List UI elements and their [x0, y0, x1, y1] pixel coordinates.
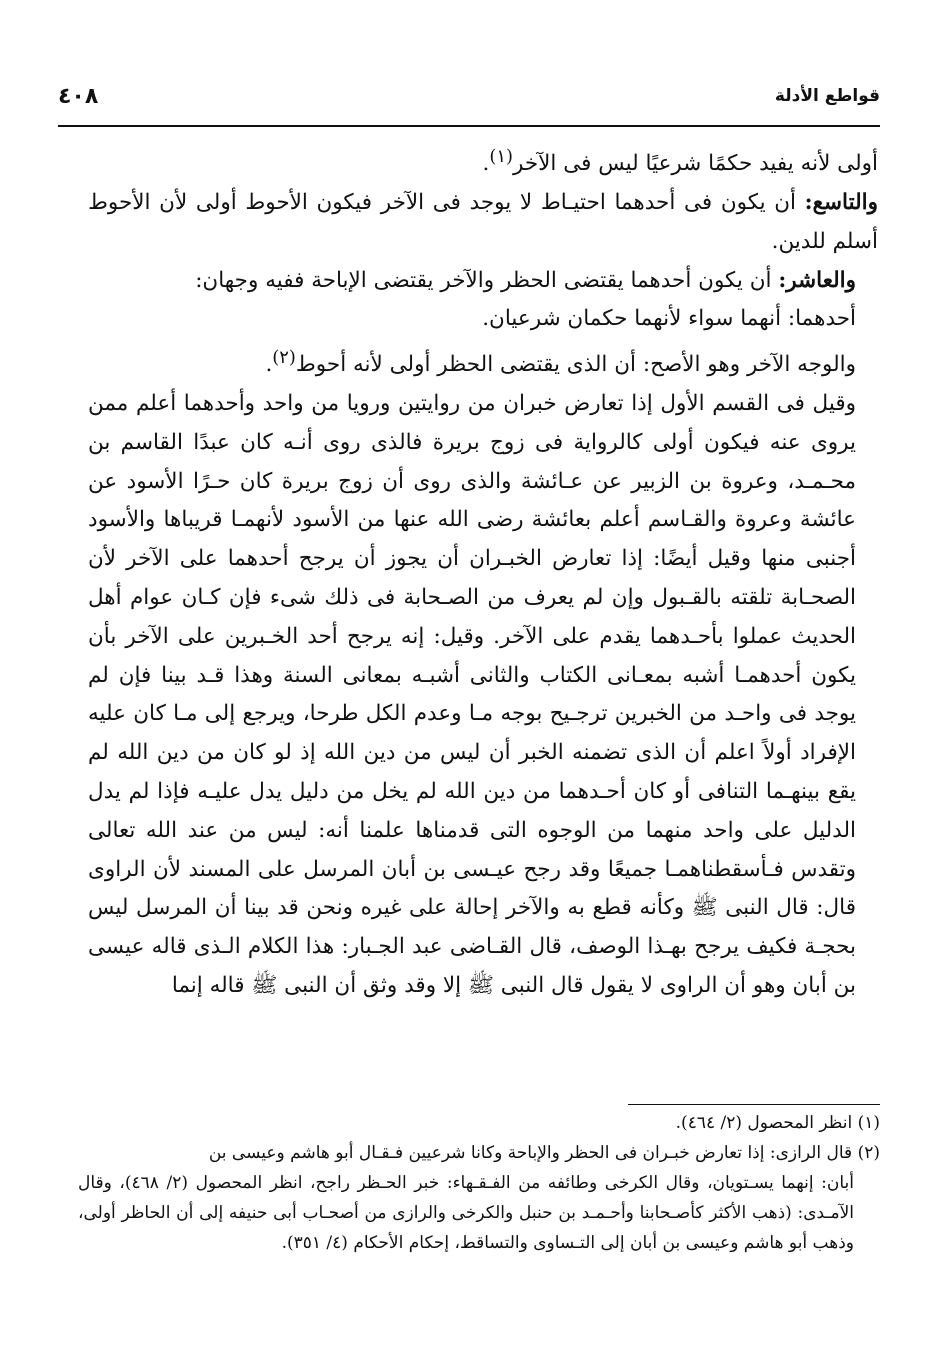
second-view-text: والوجه الآخر وهو الأصح: أن الذى يقتضى الحظر أولى لأنه أحوط: [295, 352, 856, 378]
running-header: [58, 86, 880, 120]
paragraph-first-view: أحدهما: أنهما سواء لأنهما حكمان شرعيان.: [482, 306, 856, 332]
header-divider: [58, 125, 880, 127]
footnote-ref-2: (٢): [272, 347, 296, 369]
page-number: ٤٠٨: [58, 84, 99, 109]
paragraph-main-discussion: وقيل فى القسم الأول إذا تعارض خبران من روايتين ورويا من واحد وأحدهما أعلم ممن يروى عنه فيكون أولى كالرواية فى زوج بريرة فالذى روى أنـه كان عبدًا القاسم بن محـمـد، وعروة بن الزبير عن عـائشة والذى روى أن زوج بريرة كان حـرًا الأسود عن عائشة وعروة والقـاسم أعلم بعائشة رضى الله عنها من الأسود لأنهمـا قريباها والأسود أجنبى منها وقيل أيضًا: إذا تعارض الخبـران أن يجوز أن يرجح أحدهما على الآخر لأن الصحـابة تلقته بالقـبول وإن لم يعرف من الصـحابة فى ذلك شىء فإن كـان عوام أهل الحديث عملوا بأحـدهما يقدم على الآخر. وقيل: إنه يرجح أحد الخـبرين على الآخر بأن يكون أحدهمـا أشبه بمعـانى الكتاب والثانى أشبـه بمعانى السنة وهذا قـد بينا فإن لم يوجد فى واحـد من الخبرين ترجـيح بوجه مـا وعدم الكل طرحا، ويرجع إلى مـا كان عليه الإفراد أولاً اعلم أن الذى تضمنه الخبر أن ليس من دين الله إذ لو كان من دين الله لم يقع بينهـما التنافى أو كان أحـدهما من دين الله لم يخل من دليل يدل عليـه فإذا لم يدل الدليل على واحد منهما من الوجوه التى قدمناها علمنا أنه: ليس من عند الله تعالى وتقدس فـأسقطناهمـا جميعًا وقد رجح عيـسى بن أبان المرسل على المسند لأن الراوى قال: قال النبى ﷺ وكأنه قطع به والآخر إحالة على غيره ونحن قد بينا أن المرسل ليس بحجـة فكيف يرجح بهـذا الوصف، قال القـاضى عبد الجـبار: هذا الكلام الـذى قاله عيسى بن أبان وهو أن الراوى لا يقول قال النبى ﷺ إلا وقد وثق أن النبى ﷺ قاله إنما: [88, 391, 856, 999]
footnote-1: (١) انظر المحصول (٢/ ٤٦٤).: [675, 1113, 880, 1133]
paragraph-1-text: أولى لأنه يفيد حكمًا شرعيًا ليس فى الآخر: [513, 151, 878, 177]
tenth-lead: والعاشر:: [778, 267, 856, 293]
footnote-2-continuation: أبان: إنهما يسـتويان، وقال الكرخى وطائفه من الفـقـهاء: خبر الحـظر راجح، انظر المحصول (٢/ ٤٦٨)، وقال الآمـدى: (ذهب الأكثر كأصـحابنا وأحـمـد بن حنبل والكرخى والرازى من أصحـاب أبى حنيفه إلى أن الحاظر أولى، وذهب أبو هاشم وعيسى بن أبان إلى التـساوى والتساقط، إحكام الأحكام (٤/ ٣٥١).: [78, 1173, 854, 1253]
second-view-end: .: [265, 352, 273, 378]
ninth-text: أن يكون فى أحدهما احتيـاط لا يوجد فى الآخر فيكون الأحوط أولى لأن الأحوط أسلم للدين.: [88, 189, 878, 254]
footnote-ref-1: (١): [489, 146, 513, 167]
paragraph-second-view: [88, 339, 878, 385]
book-title: قواطع الأدلة: [774, 86, 880, 106]
footnotes: [78, 1108, 880, 1258]
paragraph-1: [88, 138, 878, 184]
ninth-lead: والتاسع:: [804, 189, 878, 215]
paragraph-ninth: [88, 184, 878, 262]
tenth-text: أن يكون أحدهما يقتضى الحظر والآخر يقتضى الإباحة ففيه وجهان:: [195, 267, 779, 293]
footnote-divider: [628, 1104, 880, 1105]
paragraph-1-end: .: [482, 151, 490, 177]
paragraph-tenth: [88, 262, 878, 301]
footnote-2-first-line: (٢) قال الرازى: إذا تعارض خبـران فى الحظر والإباحة وكانا شرعيين فـقـال أبو هاشم وعيسى بن: [208, 1143, 880, 1163]
main-text: [88, 138, 878, 1006]
